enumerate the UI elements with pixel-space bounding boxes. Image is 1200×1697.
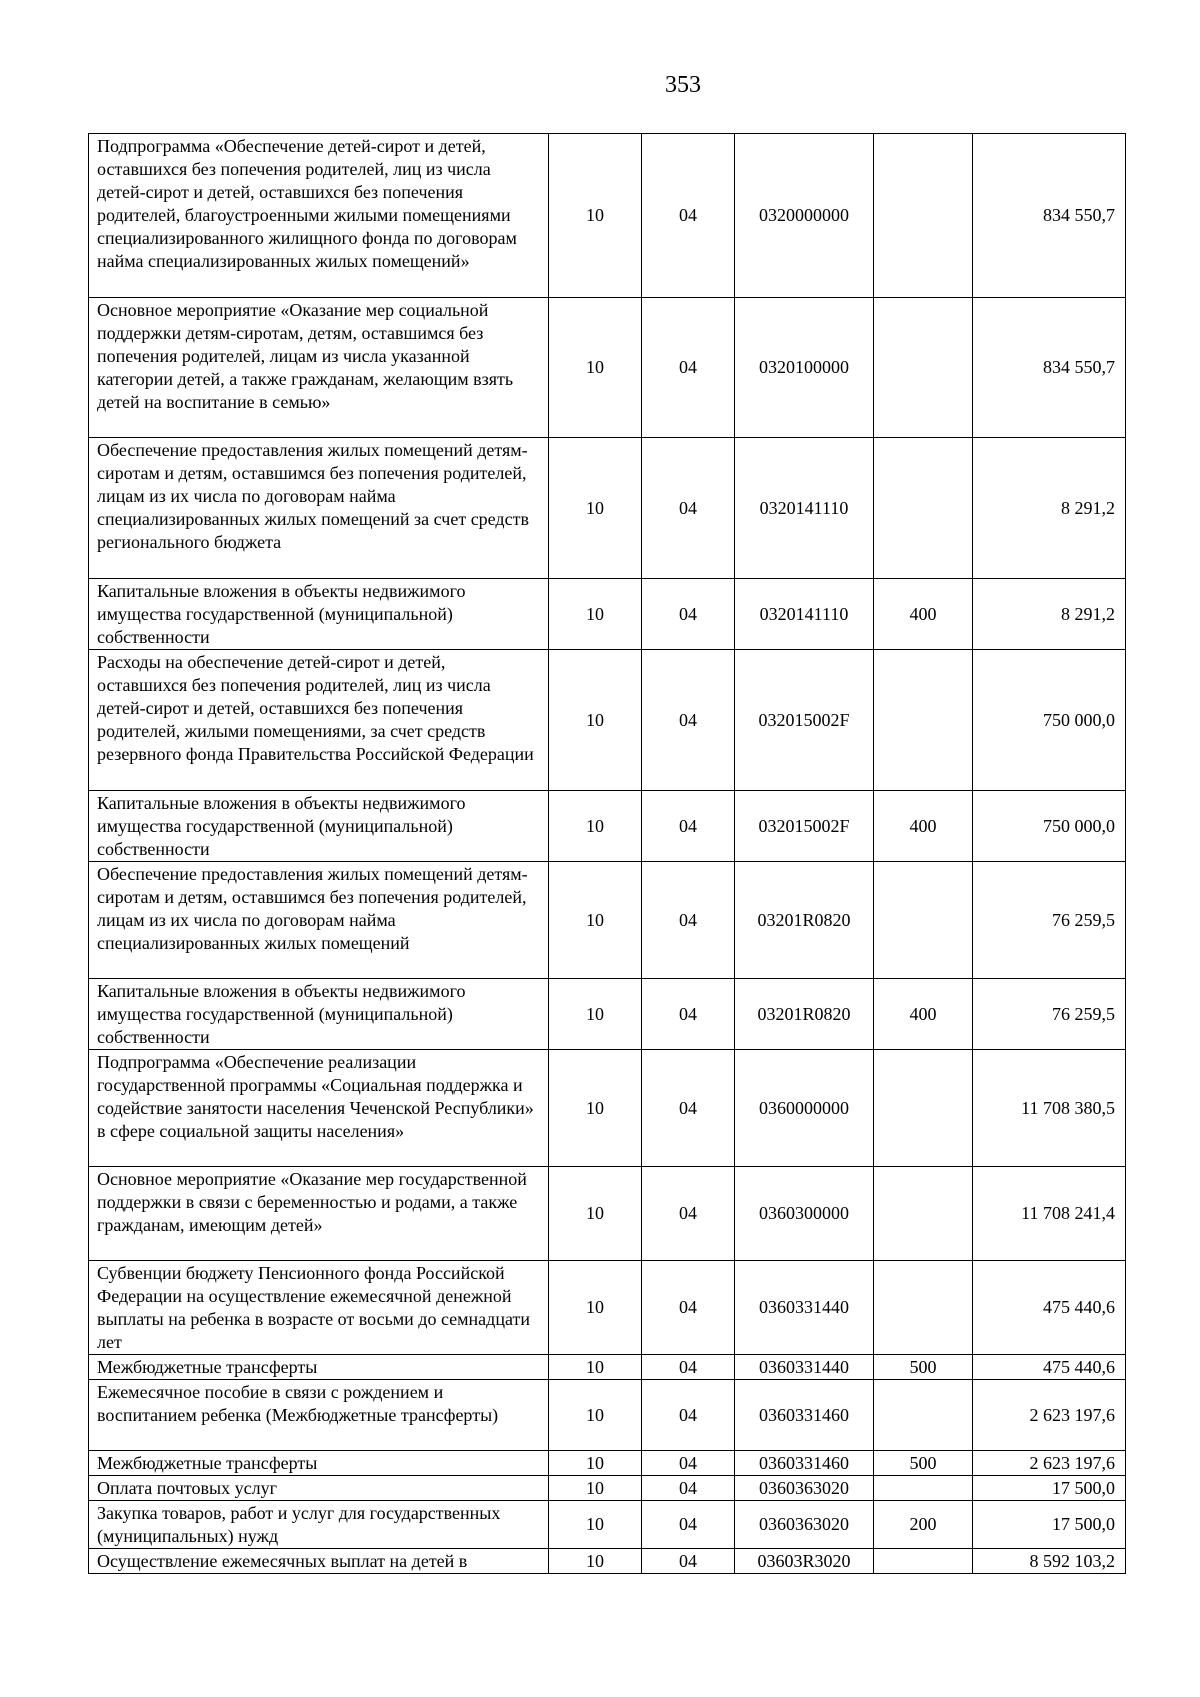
row-section: 10	[549, 298, 642, 438]
row-target-code: 03201R0820	[735, 862, 874, 979]
row-section: 10	[549, 438, 642, 579]
table-row	[89, 1355, 1126, 1380]
row-target-code: 032015002F	[735, 791, 874, 862]
row-name: Закупка товаров, работ и услуг для государственных (муниципальных) нужд	[89, 1501, 549, 1549]
row-target-code: 0360000000	[735, 1050, 874, 1167]
table-row	[89, 1261, 1126, 1355]
row-subsection: 04	[642, 134, 735, 298]
row-section: 10	[549, 134, 642, 298]
row-subsection: 04	[642, 1476, 735, 1501]
row-name: Подпрограмма «Обеспечение детей-сирот и детей, оставшихся без попечения родителей, лиц из числа детей-сирот и детей, оставшихся без попечения родителей, благоустроенными жилыми помещениями специализированного жилищного фонда по договорам найма специализированных жилых помещений»	[89, 134, 549, 298]
row-amount: 8 291,2	[973, 579, 1126, 650]
row-subsection: 04	[642, 438, 735, 579]
row-subsection: 04	[642, 862, 735, 979]
row-amount: 475 440,6	[973, 1355, 1126, 1380]
table-row	[89, 650, 1126, 791]
row-amount: 750 000,0	[973, 650, 1126, 791]
row-name: Подпрограмма «Обеспечение реализации государственной программы «Социальная поддержка и содействие занятости населения Чеченской Республики» в сфере социальной защиты населения»	[89, 1050, 549, 1167]
row-expense-type: 400	[874, 791, 973, 862]
row-expense-type	[874, 1549, 973, 1574]
row-section: 10	[549, 1451, 642, 1476]
row-subsection: 04	[642, 650, 735, 791]
row-subsection: 04	[642, 298, 735, 438]
row-section: 10	[549, 862, 642, 979]
row-name: Расходы на обеспечение детей-сирот и детей, оставшихся без попечения родителей, лиц из числа детей-сирот и детей, оставшихся без попечения родителей, жилыми помещениями, за счет средств резервного фонда Правительства Российской Федерации	[89, 650, 549, 791]
row-section: 10	[549, 1355, 642, 1380]
row-section: 10	[549, 1261, 642, 1355]
row-name: Межбюджетные трансферты	[89, 1451, 549, 1476]
row-subsection: 04	[642, 1451, 735, 1476]
row-section: 10	[549, 1476, 642, 1501]
table-row	[89, 1501, 1126, 1549]
row-expense-type	[874, 298, 973, 438]
row-name: Осуществление ежемесячных выплат на детей в	[89, 1549, 549, 1574]
row-expense-type: 200	[874, 1501, 973, 1549]
row-expense-type	[874, 1476, 973, 1501]
page-number: 353	[665, 72, 701, 98]
row-name: Межбюджетные трансферты	[89, 1355, 549, 1380]
row-section: 10	[549, 979, 642, 1050]
table-row	[89, 298, 1126, 438]
row-target-code: 0320141110	[735, 579, 874, 650]
row-target-code: 0360300000	[735, 1167, 874, 1261]
row-amount: 8 592 103,2	[973, 1549, 1126, 1574]
row-expense-type	[874, 1050, 973, 1167]
row-name: Капитальные вложения в объекты недвижимого имущества государственной (муниципальной) собственности	[89, 579, 549, 650]
row-amount: 750 000,0	[973, 791, 1126, 862]
table-row	[89, 1167, 1126, 1261]
row-expense-type	[874, 1261, 973, 1355]
row-subsection: 04	[642, 1549, 735, 1574]
row-target-code: 03603R3020	[735, 1549, 874, 1574]
row-expense-type: 400	[874, 979, 973, 1050]
row-expense-type	[874, 1380, 973, 1451]
row-name: Обеспечение предоставления жилых помещений детям-сиротам и детям, оставшимся без попечения родителей, лицам из их числа по договорам найма специализированных жилых помещений	[89, 862, 549, 979]
row-name: Ежемесячное пособие в связи с рождением и воспитанием ребенка (Межбюджетные трансферты)	[89, 1380, 549, 1451]
row-amount: 11 708 241,4	[973, 1167, 1126, 1261]
row-name: Основное мероприятие «Оказание мер государственной поддержки в связи с беременностью и родами, а также гражданам, имеющим детей»	[89, 1167, 549, 1261]
table-row	[89, 438, 1126, 579]
row-section: 10	[549, 650, 642, 791]
row-target-code: 0360331440	[735, 1355, 874, 1380]
row-amount: 76 259,5	[973, 979, 1126, 1050]
row-expense-type	[874, 862, 973, 979]
row-target-code: 0360363020	[735, 1476, 874, 1501]
row-expense-type	[874, 134, 973, 298]
table-row	[89, 579, 1126, 650]
row-amount: 76 259,5	[973, 862, 1126, 979]
row-target-code: 0320000000	[735, 134, 874, 298]
row-subsection: 04	[642, 1355, 735, 1380]
row-target-code: 0360331460	[735, 1380, 874, 1451]
row-name: Капитальные вложения в объекты недвижимого имущества государственной (муниципальной) собственности	[89, 791, 549, 862]
table-row	[89, 979, 1126, 1050]
row-amount: 11 708 380,5	[973, 1050, 1126, 1167]
row-expense-type: 500	[874, 1355, 973, 1380]
row-expense-type: 500	[874, 1451, 973, 1476]
row-section: 10	[549, 1050, 642, 1167]
row-section: 10	[549, 1167, 642, 1261]
row-subsection: 04	[642, 791, 735, 862]
row-amount: 834 550,7	[973, 298, 1126, 438]
row-section: 10	[549, 791, 642, 862]
row-subsection: 04	[642, 1261, 735, 1355]
row-section: 10	[549, 579, 642, 650]
budget-table	[88, 133, 1126, 1574]
table-row	[89, 134, 1126, 298]
table-row	[89, 862, 1126, 979]
row-subsection: 04	[642, 1380, 735, 1451]
row-amount: 8 291,2	[973, 438, 1126, 579]
row-section: 10	[549, 1501, 642, 1549]
row-amount: 834 550,7	[973, 134, 1126, 298]
row-subsection: 04	[642, 979, 735, 1050]
row-name: Оплата почтовых услуг	[89, 1476, 549, 1501]
row-amount: 2 623 197,6	[973, 1451, 1126, 1476]
row-subsection: 04	[642, 1167, 735, 1261]
table-row	[89, 1451, 1126, 1476]
table-row	[89, 1549, 1126, 1574]
row-amount: 17 500,0	[973, 1476, 1126, 1501]
row-name: Капитальные вложения в объекты недвижимого имущества государственной (муниципальной) собственности	[89, 979, 549, 1050]
row-name: Основное мероприятие «Оказание мер социальной поддержки детям-сиротам, детям, оставшимся без попечения родителей, лицам из числа указанной категории детей, а также гражданам, желающим взять детей на воспитание в семью»	[89, 298, 549, 438]
row-subsection: 04	[642, 579, 735, 650]
row-name: Обеспечение предоставления жилых помещений детям-сиротам и детям, оставшимся без попечения родителей, лицам из их числа по договорам найма специализированных жилых помещений за счет средств регионального бюджета	[89, 438, 549, 579]
table-row	[89, 791, 1126, 862]
row-amount: 17 500,0	[973, 1501, 1126, 1549]
table-row	[89, 1380, 1126, 1451]
row-expense-type	[874, 1167, 973, 1261]
row-subsection: 04	[642, 1501, 735, 1549]
row-expense-type	[874, 650, 973, 791]
row-amount: 2 623 197,6	[973, 1380, 1126, 1451]
row-section: 10	[549, 1549, 642, 1574]
row-target-code: 0360331440	[735, 1261, 874, 1355]
row-subsection: 04	[642, 1050, 735, 1167]
table-row	[89, 1476, 1126, 1501]
row-name: Субвенции бюджету Пенсионного фонда Российской Федерации на осуществление ежемесячной денежной выплаты на ребенка в возрасте от восьми до семнадцати лет	[89, 1261, 549, 1355]
row-target-code: 032015002F	[735, 650, 874, 791]
row-target-code: 0320141110	[735, 438, 874, 579]
table-row	[89, 1050, 1126, 1167]
row-target-code: 03201R0820	[735, 979, 874, 1050]
row-amount: 475 440,6	[973, 1261, 1126, 1355]
row-target-code: 0360363020	[735, 1501, 874, 1549]
row-target-code: 0360331460	[735, 1451, 874, 1476]
row-expense-type: 400	[874, 579, 973, 650]
row-target-code: 0320100000	[735, 298, 874, 438]
row-section: 10	[549, 1380, 642, 1451]
row-expense-type	[874, 438, 973, 579]
